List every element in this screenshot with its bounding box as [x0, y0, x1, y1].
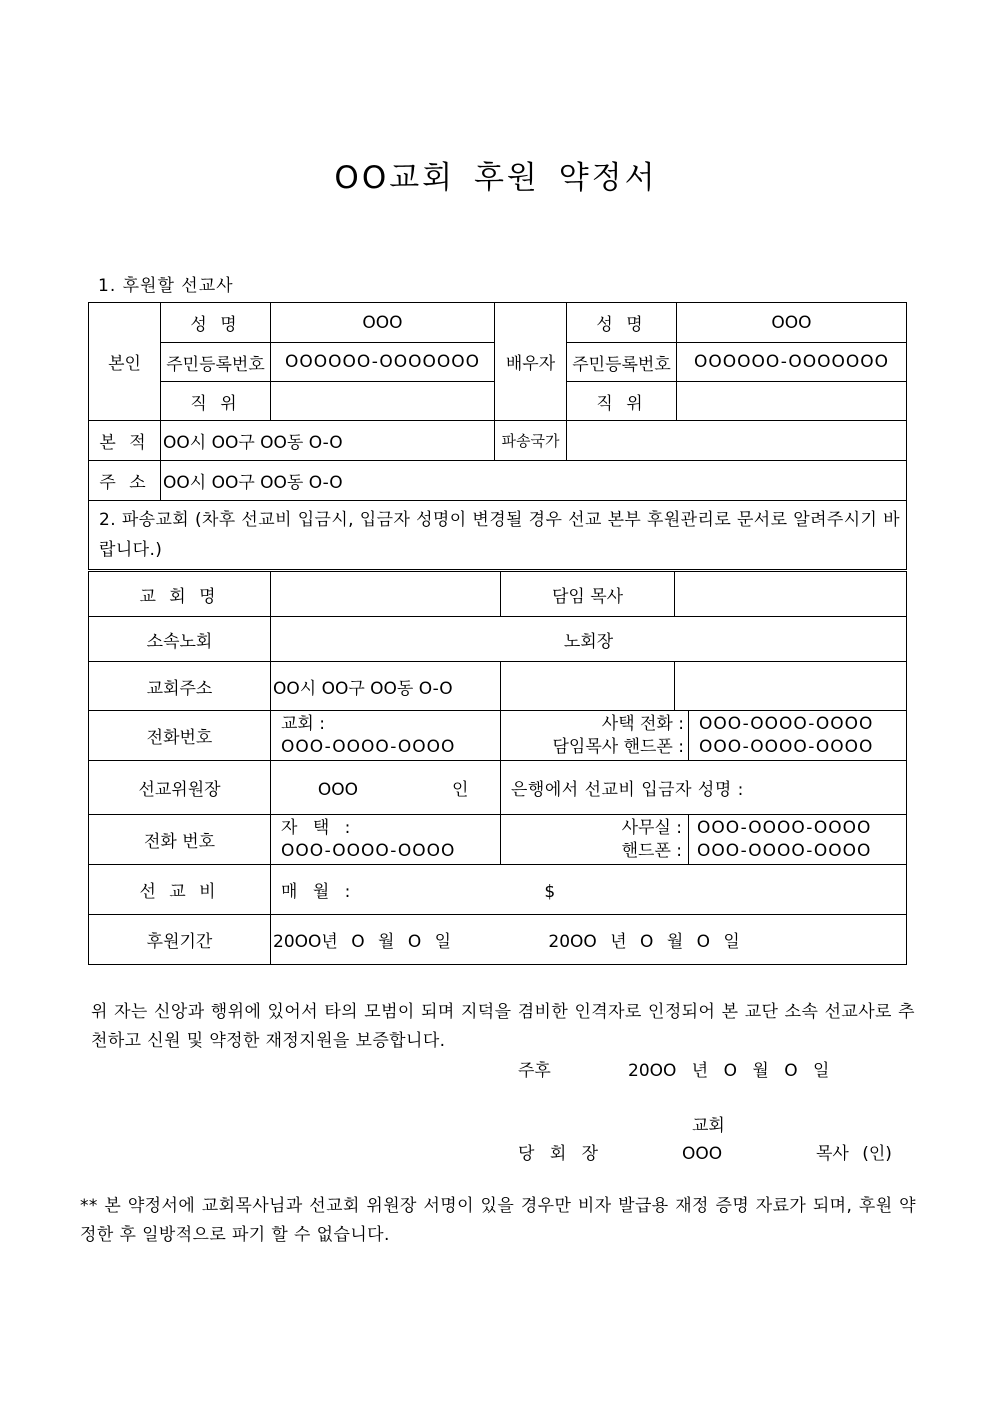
spouse-id-label: 주민등록번호 [567, 343, 677, 382]
committee-chair-cell[interactable] [271, 761, 501, 815]
signature-church: 교회 [692, 1116, 725, 1136]
address-value[interactable]: OO시 OO구 OO동 O-O [161, 461, 907, 501]
dispatch-country-label: 파송국가 [495, 421, 567, 461]
phone-label: 전화번호 [89, 711, 271, 761]
home-phone-value[interactable]: OOO-OOOO-OOOO [699, 713, 874, 734]
committee-office-label-cell [501, 815, 689, 865]
committee-office-value[interactable]: OOO-OOOO-OOOO [697, 817, 872, 838]
section2-text: 2. 파송교회 (차후 선교비 입금시, 입금자 성명이 변경될 경우 선교 본부 후원관리로 문서로 알려주시기 바랍니다.) [89, 501, 907, 570]
church-phone-label: 교회 : [281, 713, 325, 734]
home-phone-label: 사택 전화 : [601, 713, 684, 734]
fee-label: 선 교 비 [89, 865, 271, 915]
seal-label: 인 [451, 780, 469, 800]
spouse-id-value[interactable]: OOOOOO-OOOOOOO [677, 343, 907, 382]
committee-office-label: 사무실 : [621, 817, 682, 838]
dispatch-country-value[interactable] [567, 421, 907, 461]
signature-line [518, 1139, 892, 1164]
pastor-mobile-value[interactable]: OOO-OOOO-OOOO [699, 736, 874, 757]
home-mobile-value-cell[interactable] [689, 711, 907, 761]
church-address-label: 교회주소 [89, 662, 271, 711]
pastor-value[interactable] [675, 572, 907, 617]
page-title: OO교회 후원 약정서 [334, 160, 658, 196]
origin-value[interactable]: OO시 OO구 OO동 O-O [161, 421, 495, 461]
committee-mobile-value[interactable]: OOO-OOOO-OOOO [697, 840, 872, 861]
church-address-extra-1[interactable] [501, 662, 675, 711]
church-name-value[interactable] [271, 572, 501, 617]
church-phone-value[interactable]: OOO-OOOO-OOOO [281, 736, 456, 757]
section1-heading: 1. 후원할 선교사 [98, 276, 234, 296]
person-position-label: 직 위 [161, 382, 271, 421]
presbytery-chair-label [271, 617, 907, 662]
committee-phone-label: 전화 번호 [89, 815, 271, 865]
person-name-value[interactable]: OOO [271, 303, 495, 343]
committee-home-label: 자 택 : [281, 817, 356, 838]
fee-currency: $ [544, 882, 556, 902]
missionary-table [88, 302, 907, 570]
statement-paragraph: 위 자는 신앙과 행위에 있어서 타의 모범이 되며 지덕을 겸비한 인격자로 인정되어 본 교단 소속 선교사로 추천하고 신원 및 약정한 재정지원을 보증합니다. [91, 1002, 915, 1051]
committee-mobile-label: 핸드폰 : [621, 840, 682, 861]
address-label: 주 소 [89, 461, 161, 501]
spouse-position-label: 직 위 [567, 382, 677, 421]
footnote: ** 본 약정서에 교회목사님과 선교회 위원장 서명이 있을 경우만 비자 발급용 재정 증명 자료가 되며, 후원 약정한 후 일방적으로 파기 할 수 없습니다. [80, 1196, 916, 1245]
period-start[interactable]: 20OO년 O 월 O 일 [273, 932, 452, 952]
church-phone-cell[interactable] [271, 711, 501, 761]
signature-name[interactable]: OOO [682, 1144, 723, 1164]
pastor-mobile-label: 담임목사 핸드폰 : [552, 736, 684, 757]
spouse-name-label: 성 명 [567, 303, 677, 343]
period-end[interactable]: 20OO 년 O 월 O 일 [548, 932, 740, 952]
date-era: 주후 [518, 1061, 551, 1081]
period-cell[interactable] [271, 915, 907, 965]
committee-home-value[interactable]: OOO-OOOO-OOOO [281, 840, 456, 861]
person-label: 본인 [89, 303, 161, 421]
fee-monthly-label: 매 월 : [281, 882, 356, 902]
fee-cell[interactable] [271, 865, 907, 915]
date-value[interactable]: 20OO 년 O 월 O 일 [628, 1061, 830, 1081]
signature-role: 당 회 장 [518, 1144, 604, 1164]
person-id-label: 주민등록번호 [161, 343, 271, 382]
committee-chair-name[interactable]: OOO [317, 780, 359, 800]
committee-chair-label: 선교위원장 [89, 761, 271, 815]
spouse-label: 배우자 [495, 303, 567, 421]
committee-home-cell[interactable] [271, 815, 501, 865]
church-address-extra-2[interactable] [675, 662, 907, 711]
presbytery-label: 소속노회 [89, 617, 271, 662]
origin-label: 본 적 [89, 421, 161, 461]
presbytery-chair-text: 노회장 [563, 631, 614, 652]
spouse-name-value[interactable]: OOO [677, 303, 907, 343]
church-table [88, 571, 907, 965]
person-name-label: 성 명 [161, 303, 271, 343]
bank-depositor-label[interactable]: 은행에서 선교비 입금자 성명 : [501, 761, 907, 815]
church-address-value[interactable]: OO시 OO구 OO동 O-O [271, 662, 501, 711]
committee-office-value-cell[interactable] [689, 815, 907, 865]
church-name-label: 교 회 명 [89, 572, 271, 617]
pastor-label: 담임 목사 [501, 572, 675, 617]
period-label: 후원기간 [89, 915, 271, 965]
signature-title: 목사 (인) [816, 1144, 892, 1164]
spouse-position-value[interactable] [677, 382, 907, 421]
person-id-value[interactable]: OOOOOO-OOOOOOO [271, 343, 495, 382]
home-mobile-label-cell [501, 711, 689, 761]
person-position-value[interactable] [271, 382, 495, 421]
date-line [518, 1056, 829, 1081]
